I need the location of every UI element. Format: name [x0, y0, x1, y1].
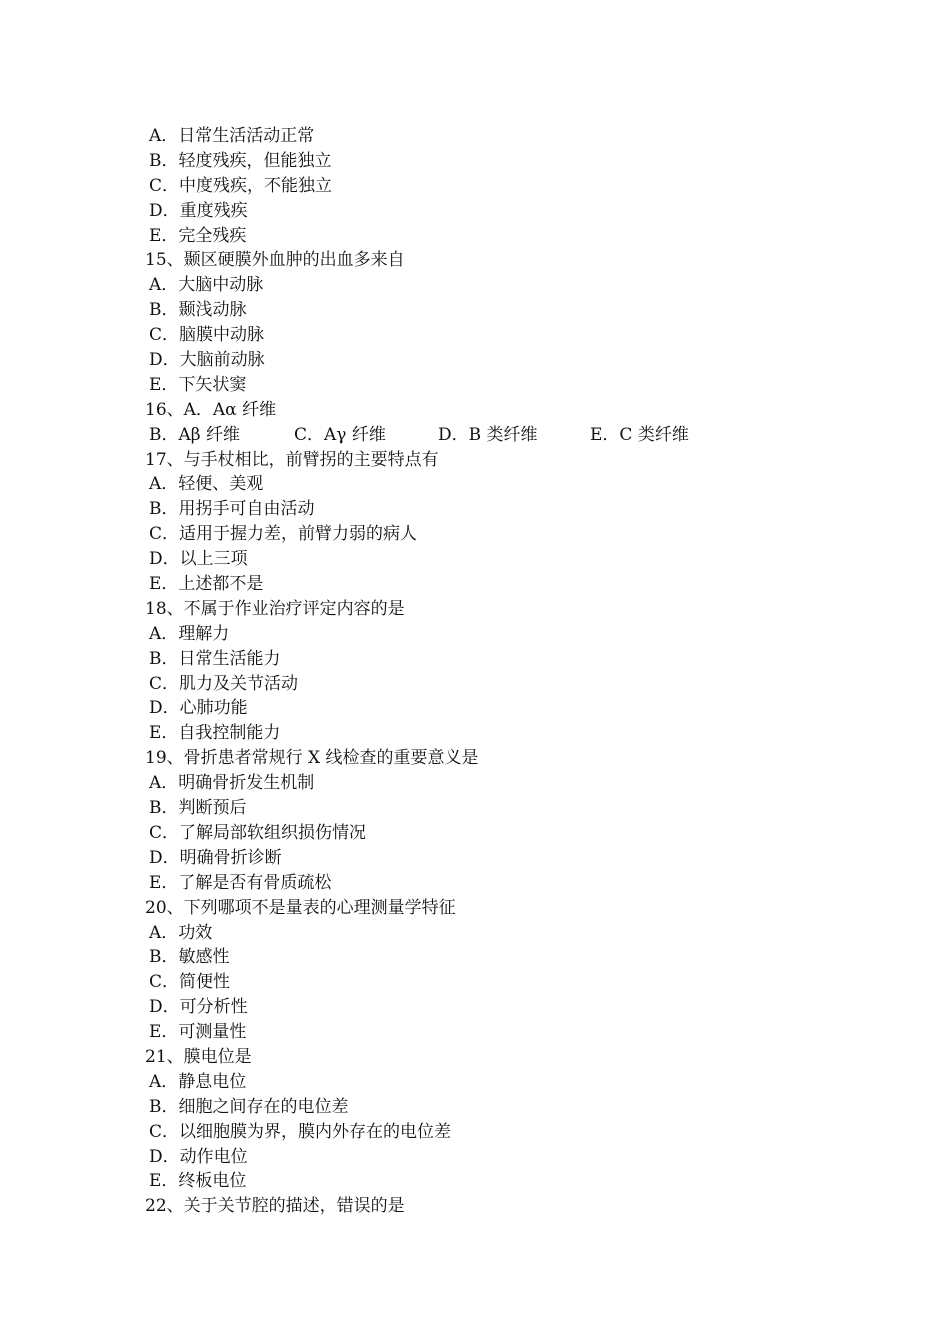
option-line: E．了解是否有骨质疏松: [149, 872, 332, 893]
option-line: E．自我控制能力: [149, 723, 281, 744]
option-line: E．终板电位: [149, 1171, 247, 1192]
option-line: A．功效: [149, 922, 213, 943]
option-line: B．日常生活能力: [149, 648, 281, 669]
question-22: 22、关于关节腔的描述，错误的是: [145, 1196, 405, 1217]
option-line: E．下矢状窦: [149, 374, 247, 395]
option-line: D．可分析性: [149, 997, 248, 1018]
option-line: D．动作电位: [149, 1146, 248, 1167]
option-line: A．理解力: [149, 623, 230, 644]
option-line: D．以上三项: [149, 549, 248, 570]
option-line: E．完全残疾: [149, 225, 247, 246]
option-b: B．Aβ 纤维: [149, 424, 241, 445]
option-line: E．上述都不是: [149, 574, 264, 595]
option-line: B．敏感性: [149, 947, 230, 968]
option-line: D．重度残疾: [149, 200, 248, 221]
option-line: A．轻便、美观: [149, 474, 264, 495]
question-16: 16、A．Aα 纤维: [145, 399, 277, 420]
option-d: D．B 类纤维: [438, 424, 538, 445]
question-21: 21、膜电位是: [145, 1046, 252, 1067]
option-line: E．可测量性: [149, 1022, 247, 1043]
option-line: D．大脑前动脉: [149, 350, 265, 371]
option-line: B．颞浅动脉: [149, 300, 247, 321]
option-line: A．大脑中动脉: [149, 275, 264, 296]
option-line: D．心肺功能: [149, 698, 248, 719]
option-line: A．明确骨折发生机制: [149, 773, 315, 794]
option-line: B．判断预后: [149, 798, 247, 819]
question-list: [145, 124, 845, 1219]
question-16-options-row: [145, 423, 845, 448]
question-18: 18、不属于作业治疗评定内容的是: [145, 598, 405, 619]
option-line: C．中度残疾，不能独立: [149, 175, 333, 196]
option-c: C．Aγ 纤维: [294, 424, 386, 445]
question-19: 19、骨折患者常规行 X 线检查的重要意义是: [145, 748, 479, 769]
option-line: C．了解局部软组织损伤情况: [149, 822, 367, 843]
option-line: C．脑膜中动脉: [149, 325, 265, 346]
question-17: 17、与手杖相比，前臂拐的主要特点有: [145, 449, 439, 470]
option-line: A．静息电位: [149, 1071, 247, 1092]
option-e: E．C 类纤维: [590, 424, 689, 445]
option-line: C．简便性: [149, 972, 231, 993]
option-line: C．肌力及关节活动: [149, 673, 299, 694]
option-line: B．用拐手可自由活动: [149, 499, 315, 520]
option-line: D．明确骨折诊断: [149, 847, 282, 868]
question-20: 20、下列哪项不是量表的心理测量学特征: [145, 897, 456, 918]
option-line: C．以细胞膜为界，膜内外存在的电位差: [149, 1121, 452, 1142]
option-line: B．细胞之间存在的电位差: [149, 1096, 349, 1117]
option-line: B．轻度残疾，但能独立: [149, 150, 332, 171]
option-line: C．适用于握力差，前臂力弱的病人: [149, 524, 418, 545]
question-15: 15、颞区硬膜外血肿的出血多来自: [145, 250, 405, 271]
option-line: A．日常生活活动正常: [149, 126, 315, 146]
